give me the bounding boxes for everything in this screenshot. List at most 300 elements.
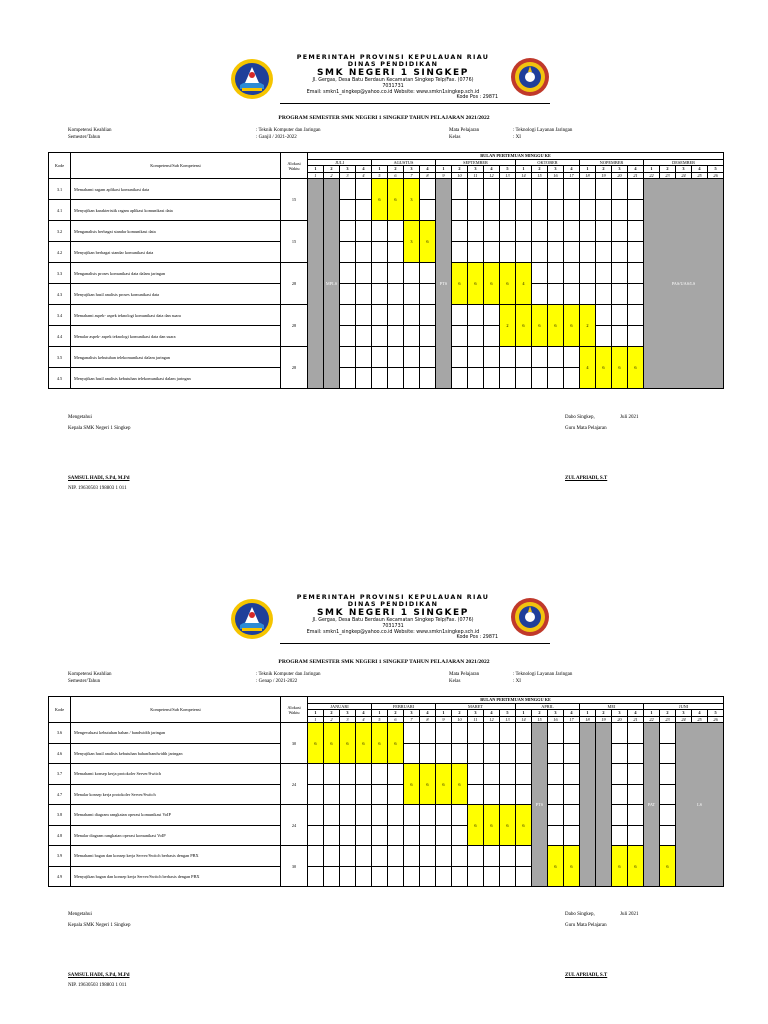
empty-week xyxy=(548,784,564,805)
empty-week xyxy=(404,305,420,326)
empty-week xyxy=(612,723,628,744)
week-number: 2 xyxy=(324,710,340,717)
kd-text: Menalar diagram rangkaian operasi komunikasi VoIP xyxy=(71,825,281,846)
scheduled-week: 6 xyxy=(420,221,436,263)
kd-text: Menganalisis berbagai standar komunikasi data xyxy=(71,221,281,242)
week-number: 4 xyxy=(356,710,372,717)
empty-week xyxy=(532,284,548,305)
week-number: 3 xyxy=(612,166,628,173)
empty-week xyxy=(468,764,484,785)
sign-date: Juli 2021 xyxy=(620,912,639,917)
week-number: 3 xyxy=(676,710,692,717)
sign-date: Juli 2021 xyxy=(620,415,639,420)
ls-block: LS xyxy=(676,723,724,887)
table-row xyxy=(49,825,724,846)
month-header: MARET xyxy=(436,703,516,710)
empty-week xyxy=(548,200,564,221)
empty-week xyxy=(580,221,596,242)
meta-mp-label: Mata Pelajaran xyxy=(449,672,480,677)
empty-week xyxy=(516,200,532,221)
empty-week xyxy=(372,221,388,242)
empty-week xyxy=(340,368,356,389)
week-number: 3 xyxy=(340,166,356,173)
empty-week xyxy=(420,805,436,826)
empty-week xyxy=(548,743,564,764)
week-number: 2 xyxy=(596,166,612,173)
empty-week xyxy=(404,743,420,764)
empty-week xyxy=(372,805,388,826)
week-number: 2 xyxy=(452,166,468,173)
letterhead-line6: Email: smkn1_singkep@yahoo.co.id Website: www.smkn1singkep.sch.id xyxy=(306,89,480,95)
scheduled-week: 2 xyxy=(500,305,516,347)
empty-week xyxy=(388,221,404,242)
empty-week xyxy=(340,825,356,846)
meta-kk-value: : Teknik Komputer dan Jaringan xyxy=(256,128,321,133)
table-row xyxy=(49,846,724,867)
empty-week xyxy=(404,805,420,826)
week-sequence: 1 xyxy=(308,172,324,179)
empty-week xyxy=(596,326,612,347)
week-number: 2 xyxy=(660,710,676,717)
kd-code: 3.6 xyxy=(49,723,71,744)
scheduled-week: 6 xyxy=(660,846,676,887)
empty-week xyxy=(404,368,420,389)
meta-right-labels xyxy=(449,671,479,685)
empty-week xyxy=(356,200,372,221)
scheduled-week: 6 xyxy=(564,305,580,347)
empty-week xyxy=(548,368,564,389)
empty-week xyxy=(612,179,628,200)
week-sequence: 20 xyxy=(612,172,628,179)
week-number: 4 xyxy=(692,166,708,173)
empty-week xyxy=(340,784,356,805)
empty-week xyxy=(596,284,612,305)
letterhead-text xyxy=(280,594,506,641)
month-header: APRIL xyxy=(516,703,580,710)
empty-week xyxy=(564,784,580,805)
empty-week xyxy=(388,368,404,389)
empty-week xyxy=(452,221,468,242)
empty-week xyxy=(660,723,676,744)
letterhead-line7: Kode Pos : 29871 xyxy=(456,635,498,641)
empty-week xyxy=(468,743,484,764)
empty-week xyxy=(564,723,580,744)
sign-kepala: Kepala SMK Negeri 1 Singkep xyxy=(68,426,131,431)
empty-week xyxy=(612,305,628,326)
empty-week xyxy=(516,347,532,368)
meta-kelas-label: Kelas xyxy=(449,679,461,684)
empty-week xyxy=(596,263,612,284)
week-number: 5 xyxy=(500,710,516,717)
empty-week xyxy=(628,305,644,326)
header-kode: Kode xyxy=(49,153,71,179)
week-number: 3 xyxy=(404,710,420,717)
empty-week xyxy=(420,200,436,221)
kd-code: 4.5 xyxy=(49,368,71,389)
sign-guru-name: ZUL APRIADI, S.T xyxy=(565,973,608,978)
empty-week xyxy=(324,764,340,785)
month-header: FEBRUARI xyxy=(372,703,436,710)
week-sequence: 6 xyxy=(388,172,404,179)
week-number: 3 xyxy=(676,166,692,173)
empty-week xyxy=(324,784,340,805)
empty-week xyxy=(308,866,324,887)
week-sequence: 11 xyxy=(468,172,484,179)
scheduled-week: 6 xyxy=(372,723,388,764)
kd-code: 4.9 xyxy=(49,866,71,887)
sign-place: Dabo Singkep, xyxy=(565,912,595,917)
scheduled-week: 6 xyxy=(484,263,500,305)
empty-week xyxy=(564,347,580,368)
empty-week xyxy=(340,221,356,242)
empty-week xyxy=(612,284,628,305)
empty-week xyxy=(564,242,580,263)
empty-week xyxy=(452,242,468,263)
week-number: 5 xyxy=(708,166,724,173)
meta-left-labels xyxy=(68,127,111,141)
header-alokasi-2: Waktu xyxy=(288,709,300,715)
empty-week xyxy=(452,347,468,368)
letterhead-line5: 7031731 xyxy=(382,83,404,89)
scheduled-week: 6 xyxy=(516,305,532,347)
sign-place: Dabo Singkep, xyxy=(565,415,595,420)
empty-week xyxy=(660,743,676,764)
empty-week xyxy=(596,200,612,221)
week-number: 4 xyxy=(564,166,580,173)
week-sequence: 14 xyxy=(516,716,532,723)
empty-week xyxy=(356,866,372,887)
pts-column: PTS xyxy=(532,723,548,887)
empty-week xyxy=(468,866,484,887)
scheduled-week: 6 xyxy=(388,723,404,764)
empty-week xyxy=(404,326,420,347)
empty-week xyxy=(612,743,628,764)
sign-kepala-name: SAMSUL HADI, S.Pd, M.Pd xyxy=(68,476,130,481)
week-sequence: 26 xyxy=(708,716,724,723)
week-sequence: 4 xyxy=(356,716,372,723)
alokasi-waktu: 30 xyxy=(281,846,308,887)
empty-week xyxy=(500,179,516,200)
empty-week xyxy=(484,242,500,263)
empty-week xyxy=(388,347,404,368)
scheduled-week: 6 xyxy=(356,723,372,764)
empty-week xyxy=(548,347,564,368)
empty-week xyxy=(340,326,356,347)
scheduled-week: 6 xyxy=(516,805,532,846)
scheduled-week: 6 xyxy=(420,764,436,805)
kd-text: Menyajikan karakteristik ragam aplikasi komunikasi data xyxy=(71,200,281,221)
kd-code: 4.3 xyxy=(49,284,71,305)
sign-mengetahui: Mengetahui xyxy=(68,415,92,420)
alokasi-waktu: 28 xyxy=(281,263,308,305)
sign-guru: Guru Mata Pelajaran xyxy=(565,426,607,431)
kd-code: 4.8 xyxy=(49,825,71,846)
week-sequence: 19 xyxy=(596,716,612,723)
empty-week xyxy=(404,347,420,368)
table-row xyxy=(49,263,724,284)
empty-week xyxy=(532,221,548,242)
scheduled-week: 3 xyxy=(404,179,420,221)
empty-week xyxy=(484,866,500,887)
scheduled-week: 6 xyxy=(532,305,548,347)
empty-week xyxy=(420,347,436,368)
empty-week xyxy=(564,764,580,785)
meta-right-values xyxy=(513,671,572,685)
kd-code: 3.8 xyxy=(49,805,71,826)
empty-week xyxy=(404,723,420,744)
empty-week xyxy=(452,179,468,200)
empty-week xyxy=(388,764,404,785)
week-sequence: 5 xyxy=(372,716,388,723)
week-number: 1 xyxy=(644,710,660,717)
kd-text: Mengevaluasi kebutuhan bahan / bandwidth jaringan xyxy=(71,723,281,744)
sign-guru-name: ZUL APRIADI, S.T xyxy=(565,476,608,481)
sign-kepala-nip: NIP. 19630503 198803 1 011 xyxy=(68,486,127,491)
mpls-column: MPLS xyxy=(324,179,340,389)
scheduled-week: 4 xyxy=(516,263,532,305)
alokasi-waktu: 24 xyxy=(281,805,308,846)
header-bulan: BULAN PERTEMUAN MINGGU KE xyxy=(308,153,724,160)
empty-week xyxy=(468,723,484,744)
week-sequence: 12 xyxy=(484,172,500,179)
empty-week xyxy=(612,784,628,805)
empty-week xyxy=(516,723,532,744)
empty-week xyxy=(532,200,548,221)
week-sequence: 17 xyxy=(564,172,580,179)
week-number: 3 xyxy=(548,710,564,717)
alokasi-waktu: 28 xyxy=(281,347,308,389)
empty-week xyxy=(452,305,468,326)
scheduled-week: 6 xyxy=(388,179,404,221)
scheduled-week: 6 xyxy=(436,764,452,805)
empty-week xyxy=(484,764,500,785)
empty-week xyxy=(372,284,388,305)
empty-week xyxy=(660,764,676,785)
empty-week xyxy=(388,263,404,284)
week-number: 4 xyxy=(484,710,500,717)
empty-week xyxy=(468,347,484,368)
meta-sem-value: : Genap / 2021-2022 xyxy=(256,679,298,684)
week-sequence: 7 xyxy=(404,172,420,179)
empty-week xyxy=(356,221,372,242)
header-alokasi-1: Alokasi xyxy=(287,704,301,710)
month-header: AGUSTUS xyxy=(372,159,436,166)
week-number: 3 xyxy=(468,710,484,717)
week-sequence: 4 xyxy=(356,172,372,179)
kd-text: Memahami bagan dan konsep kerja Server/Switch berbasis dengan PBX xyxy=(71,846,281,867)
empty-week xyxy=(500,347,516,368)
scheduled-week: 6 xyxy=(484,805,500,846)
empty-week xyxy=(420,263,436,284)
kd-text: Menyajikan hasil analisis kebutuhan bahan/bandwidth jaringan xyxy=(71,743,281,764)
scheduled-week: 6 xyxy=(612,347,628,389)
scheduled-week: 6 xyxy=(548,305,564,347)
month-header: JULI xyxy=(308,159,372,166)
table-row xyxy=(49,284,724,305)
empty-week xyxy=(628,743,644,764)
table-row xyxy=(49,723,724,744)
empty-week xyxy=(516,784,532,805)
empty-week xyxy=(388,326,404,347)
week-number: 4 xyxy=(356,166,372,173)
week-sequence: 13 xyxy=(500,172,516,179)
empty-week xyxy=(388,825,404,846)
month-header: DESEMBER xyxy=(644,159,724,166)
empty-week xyxy=(372,305,388,326)
letterhead-line4: Jl. Gergas, Desa Batu Berdaun Kecamatan Singkep Telp/Fax. (0776) xyxy=(312,78,474,83)
empty-week xyxy=(436,805,452,826)
header-alokasi-2: Waktu xyxy=(288,165,300,171)
empty-week xyxy=(356,284,372,305)
empty-week xyxy=(308,764,324,785)
empty-week xyxy=(388,805,404,826)
empty-week xyxy=(628,221,644,242)
meta-kk-label: Kompetensi Keahlian xyxy=(68,672,112,677)
empty-week xyxy=(308,846,324,867)
week-number: 3 xyxy=(468,166,484,173)
empty-week xyxy=(564,825,580,846)
empty-week xyxy=(324,866,340,887)
week-number: 3 xyxy=(404,166,420,173)
table-row xyxy=(49,326,724,347)
empty-week xyxy=(564,221,580,242)
meta-mp-label: Mata Pelajaran xyxy=(449,128,480,133)
week-number: 3 xyxy=(548,166,564,173)
letterhead-line2: DINAS PENDIDIKAN xyxy=(347,60,439,68)
scheduled-week: 6 xyxy=(404,764,420,805)
empty-week xyxy=(356,305,372,326)
empty-week xyxy=(548,263,564,284)
kd-text: Menyajikan hasil analisis proses komunikasi data xyxy=(71,284,281,305)
empty-week xyxy=(628,179,644,200)
provinsi-logo xyxy=(230,597,274,641)
week-sequence: 21 xyxy=(628,716,644,723)
week-number: 1 xyxy=(516,166,532,173)
scheduled-week: 6 xyxy=(628,347,644,389)
empty-week xyxy=(516,368,532,389)
week-sequence: 18 xyxy=(580,172,596,179)
header-kompetensi: Kompetensi/Sub Kompetensi xyxy=(71,697,281,723)
week-sequence: 9 xyxy=(436,172,452,179)
week-number: 1 xyxy=(644,166,660,173)
holiday-column xyxy=(596,723,612,887)
empty-week xyxy=(500,368,516,389)
empty-week xyxy=(404,846,420,867)
schedule-table xyxy=(48,152,724,389)
alokasi-waktu: 24 xyxy=(281,764,308,805)
kd-text: Memahami konsep kerja protokoler Server/Switch xyxy=(71,764,281,785)
month-header: NOPEMBER xyxy=(580,159,644,166)
week-sequence: 2 xyxy=(324,716,340,723)
month-header: SEPTEMBER xyxy=(436,159,516,166)
empty-week xyxy=(404,284,420,305)
schedule-table xyxy=(48,696,724,887)
empty-week xyxy=(532,263,548,284)
empty-week xyxy=(628,326,644,347)
scheduled-week: 6 xyxy=(564,846,580,887)
meta-mp-value: : Teknologi Layanan Jaringan xyxy=(513,128,573,133)
scheduled-week: 6 xyxy=(596,347,612,389)
empty-week xyxy=(356,326,372,347)
empty-week xyxy=(388,866,404,887)
week-sequence: 6 xyxy=(388,716,404,723)
empty-week xyxy=(612,764,628,785)
week-sequence: 23 xyxy=(660,716,676,723)
empty-week xyxy=(388,305,404,326)
kd-code: 3.3 xyxy=(49,263,71,284)
table-row xyxy=(49,784,724,805)
empty-week xyxy=(388,784,404,805)
empty-week xyxy=(372,242,388,263)
kd-code: 3.4 xyxy=(49,305,71,326)
empty-week xyxy=(436,743,452,764)
empty-week xyxy=(340,347,356,368)
empty-week xyxy=(500,743,516,764)
letterhead-line4: Jl. Gergas, Desa Batu Berdaun Kecamatan Singkep Telp/Fax. (0776) xyxy=(312,618,474,623)
school-logo xyxy=(510,597,550,637)
empty-week xyxy=(468,368,484,389)
empty-week xyxy=(564,805,580,826)
empty-week xyxy=(340,846,356,867)
week-number: 4 xyxy=(420,166,436,173)
letterhead-line6: Email: smkn1_singkep@yahoo.co.id Website: www.smkn1singkep.sch.id xyxy=(306,629,480,635)
empty-week xyxy=(516,743,532,764)
empty-week xyxy=(548,221,564,242)
week-sequence: 14 xyxy=(516,172,532,179)
empty-week xyxy=(628,242,644,263)
empty-week xyxy=(580,179,596,200)
empty-week xyxy=(420,179,436,200)
meta-right-values xyxy=(513,127,572,141)
alokasi-waktu: 30 xyxy=(281,723,308,764)
empty-week xyxy=(532,242,548,263)
sign-mengetahui: Mengetahui xyxy=(68,912,92,917)
empty-week xyxy=(372,326,388,347)
scheduled-week: 6 xyxy=(500,263,516,305)
empty-week xyxy=(372,866,388,887)
week-number: 4 xyxy=(484,166,500,173)
empty-week xyxy=(628,200,644,221)
letterhead-divider xyxy=(280,103,550,104)
week-number: 4 xyxy=(628,710,644,717)
empty-week xyxy=(596,305,612,326)
kd-text: Menalar aspek- aspek teknologi komunikasi data dan suara xyxy=(71,326,281,347)
scheduled-week: 6 xyxy=(452,764,468,805)
week-sequence: 9 xyxy=(436,716,452,723)
letterhead-line5: 7031731 xyxy=(382,623,404,629)
empty-week xyxy=(500,846,516,867)
empty-week xyxy=(612,326,628,347)
scheduled-week: 6 xyxy=(500,805,516,846)
week-sequence: 16 xyxy=(548,172,564,179)
month-header: OKTOBER xyxy=(516,159,580,166)
letterhead-line7: Kode Pos : 29871 xyxy=(456,95,498,101)
empty-week xyxy=(452,743,468,764)
empty-week xyxy=(372,368,388,389)
empty-week xyxy=(484,179,500,200)
meta-kelas-value: : XI xyxy=(513,135,521,140)
empty-week xyxy=(404,263,420,284)
header-alokasi xyxy=(281,153,308,179)
empty-week xyxy=(484,743,500,764)
empty-week xyxy=(516,242,532,263)
table-row xyxy=(49,221,724,242)
empty-week xyxy=(388,846,404,867)
week-number: 1 xyxy=(372,710,388,717)
empty-week xyxy=(420,284,436,305)
empty-week xyxy=(548,179,564,200)
empty-week xyxy=(516,866,532,887)
